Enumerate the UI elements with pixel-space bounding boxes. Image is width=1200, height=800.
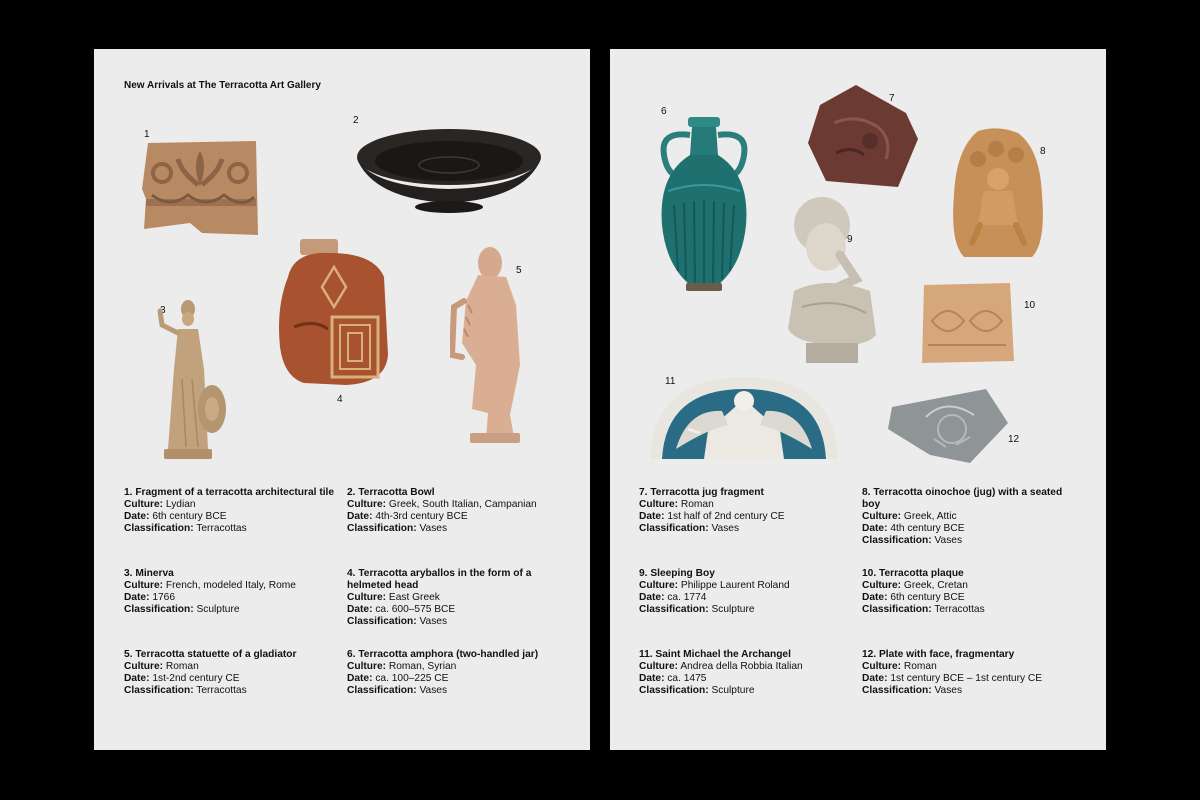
- item-number-10: 10: [1024, 300, 1036, 311]
- entry-title: 1. Fragment of a terracotta architectural tile: [124, 487, 335, 498]
- date-label: Date:: [862, 673, 888, 684]
- classification-value: Vases: [934, 535, 963, 546]
- culture-value: Lydian: [165, 499, 196, 510]
- culture-label: Culture:: [639, 580, 679, 591]
- culture-value: East Greek: [388, 592, 440, 603]
- entry-item-9: [639, 568, 854, 616]
- entry-title: 2. Terracotta Bowl: [347, 487, 435, 498]
- date-value: 4th century BCE: [890, 523, 965, 534]
- jug-fragment-image: [806, 83, 920, 191]
- culture-value: Andrea della Robbia Italian: [680, 661, 803, 672]
- item-number-11: 11: [665, 376, 676, 387]
- gladiator-statuette-image: [450, 245, 540, 445]
- culture-label: Culture:: [124, 499, 164, 510]
- culture-value: Roman: [165, 661, 199, 672]
- entry-item-12: [862, 649, 1077, 697]
- date-label: Date:: [347, 511, 373, 522]
- culture-label: Culture:: [124, 580, 164, 591]
- culture-label: Culture:: [124, 661, 164, 672]
- entry-item-10: [862, 568, 1077, 616]
- entry-item-7: [639, 487, 854, 535]
- classification-value: Vases: [711, 523, 740, 534]
- item-number-4: 4: [337, 394, 343, 405]
- classification-label: Classification:: [124, 523, 194, 534]
- item-number-12: 12: [1008, 434, 1020, 445]
- date-label: Date:: [639, 592, 665, 603]
- aryballos-helmet-image: [274, 237, 394, 387]
- classification-label: Classification:: [124, 685, 194, 696]
- classification-label: Classification:: [862, 535, 932, 546]
- classification-value: Terracottas: [934, 604, 985, 615]
- date-label: Date:: [639, 511, 665, 522]
- date-label: Date:: [124, 592, 150, 603]
- date-value: 1766: [152, 592, 175, 603]
- classification-label: Classification:: [124, 604, 194, 615]
- entry-item-4: [347, 568, 562, 628]
- date-value: ca. 1475: [667, 673, 707, 684]
- sleeping-boy-bust-image: [776, 195, 882, 367]
- classification-value: Vases: [419, 685, 448, 696]
- entry-item-1: [124, 487, 339, 535]
- entry-item-6: [347, 649, 562, 697]
- item-number-6: 6: [661, 106, 667, 117]
- entry-item-3: [124, 568, 339, 616]
- item-number-1: 1: [144, 129, 150, 140]
- culture-value: French, modeled Italy, Rome: [165, 580, 296, 591]
- culture-label: Culture:: [862, 580, 902, 591]
- culture-label: Culture:: [639, 499, 679, 510]
- date-value: 1st half of 2nd century CE: [667, 511, 785, 522]
- date-value: 6th century BCE: [152, 511, 227, 522]
- culture-label: Culture:: [347, 661, 387, 672]
- date-value: 6th century BCE: [890, 592, 965, 603]
- classification-value: Sculpture: [711, 604, 755, 615]
- culture-value: Greek, Attic: [903, 511, 957, 522]
- entry-item-2: [347, 487, 562, 535]
- classification-label: Classification:: [347, 616, 417, 627]
- item-number-2: 2: [353, 115, 359, 126]
- classification-value: Sculpture: [711, 685, 755, 696]
- culture-label: Culture:: [347, 592, 387, 603]
- date-label: Date:: [124, 673, 150, 684]
- date-label: Date:: [347, 604, 373, 615]
- right-page: [610, 49, 1106, 750]
- black-bowl-image: [354, 127, 544, 217]
- culture-label: Culture:: [639, 661, 679, 672]
- entry-item-5: [124, 649, 339, 697]
- classification-label: Classification:: [862, 685, 932, 696]
- date-label: Date:: [862, 592, 888, 603]
- date-value: ca. 1774: [667, 592, 707, 603]
- classification-label: Classification:: [347, 523, 417, 534]
- plate-fragment-image: [886, 387, 1010, 465]
- culture-label: Culture:: [862, 511, 902, 522]
- classification-label: Classification:: [639, 604, 709, 615]
- date-label: Date:: [639, 673, 665, 684]
- tile-fragment-image: [140, 139, 260, 239]
- classification-value: Terracottas: [196, 523, 247, 534]
- culture-value: Greek, South Italian, Campanian: [388, 499, 537, 510]
- entry-title: 9. Sleeping Boy: [639, 568, 715, 579]
- entry-title: 4. Terracotta aryballos in the form of a helmeted head: [347, 568, 532, 591]
- date-label: Date:: [862, 523, 888, 534]
- entry-item-8: [862, 487, 1077, 547]
- date-label: Date:: [347, 673, 373, 684]
- classification-label: Classification:: [862, 604, 932, 615]
- entry-title: 8. Terracotta oinochoe (jug) with a seated boy: [862, 487, 1063, 510]
- date-value: 1st-2nd century CE: [152, 673, 240, 684]
- entry-title: 7. Terracotta jug fragment: [639, 487, 764, 498]
- item-number-9: 9: [847, 234, 853, 245]
- entry-title: 11. Saint Michael the Archangel: [639, 649, 791, 660]
- culture-value: Roman, Syrian: [388, 661, 457, 672]
- entry-title: 10. Terracotta plaque: [862, 568, 964, 579]
- entry-title: 3. Minerva: [124, 568, 174, 579]
- date-label: Date:: [124, 511, 150, 522]
- classification-value: Vases: [419, 616, 448, 627]
- culture-value: Roman: [903, 661, 937, 672]
- item-number-5: 5: [516, 265, 522, 276]
- culture-label: Culture:: [347, 499, 387, 510]
- culture-value: Philippe Laurent Roland: [680, 580, 790, 591]
- turquoise-amphora-image: [654, 115, 754, 295]
- classification-label: Classification:: [639, 685, 709, 696]
- item-number-3: 3: [160, 305, 166, 316]
- date-value: ca. 600–575 BCE: [375, 604, 456, 615]
- classification-value: Terracottas: [196, 685, 247, 696]
- culture-label: Culture:: [862, 661, 902, 672]
- entry-title: 6. Terracotta amphora (two-handled jar): [347, 649, 539, 660]
- classification-value: Vases: [934, 685, 963, 696]
- left-page: [94, 49, 590, 750]
- item-number-7: 7: [889, 93, 895, 104]
- date-value: ca. 100–225 CE: [375, 673, 449, 684]
- entry-title: 12. Plate with face, fragmentary: [862, 649, 1015, 660]
- culture-value: Roman: [680, 499, 714, 510]
- item-number-8: 8: [1040, 146, 1046, 157]
- classification-value: Sculpture: [196, 604, 240, 615]
- classification-value: Vases: [419, 523, 448, 534]
- entry-title: 5. Terracotta statuette of a gladiator: [124, 649, 297, 660]
- date-value: 4th-3rd century BCE: [375, 511, 468, 522]
- saint-michael-lunette-image: [648, 375, 840, 461]
- culture-value: Greek, Cretan: [903, 580, 968, 591]
- oinochoe-seated-boy-image: [948, 125, 1048, 260]
- classification-label: Classification:: [347, 685, 417, 696]
- minerva-statue-image: [152, 299, 232, 464]
- page-title: New Arrivals at The Terracotta Art Gallery: [124, 80, 321, 91]
- classification-label: Classification:: [639, 523, 709, 534]
- terracotta-plaque-image: [918, 281, 1016, 365]
- date-value: 1st century BCE – 1st century CE: [890, 673, 1043, 684]
- entry-item-11: [639, 649, 854, 697]
